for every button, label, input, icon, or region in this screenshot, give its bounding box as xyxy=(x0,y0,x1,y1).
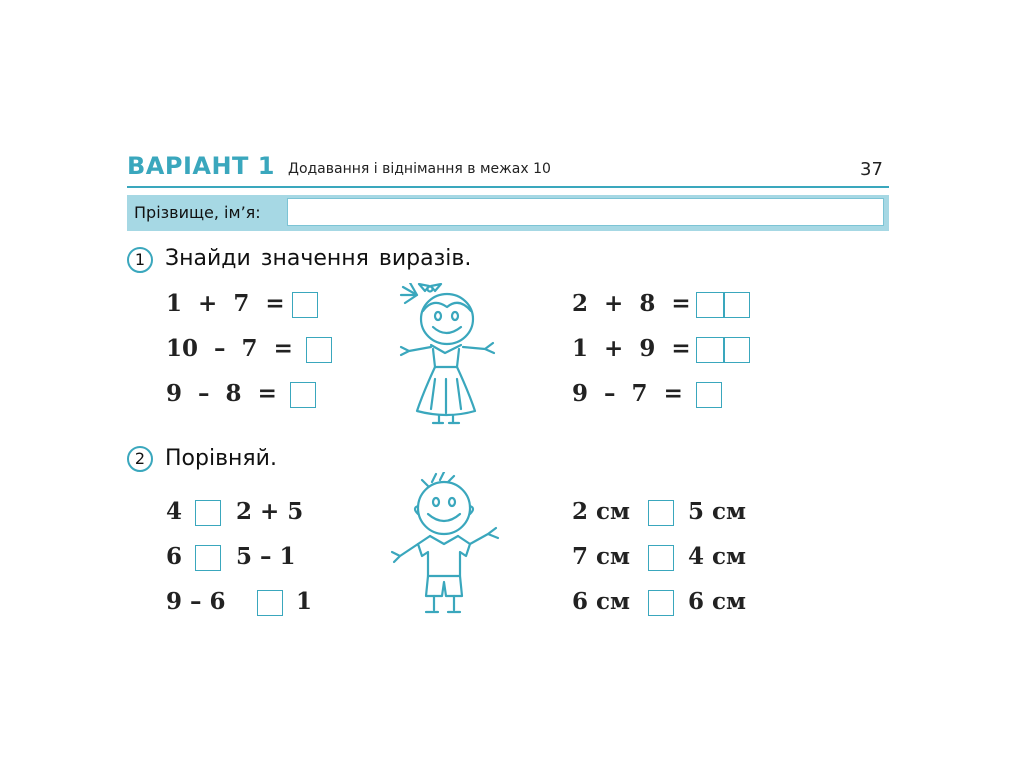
compare-box[interactable] xyxy=(257,590,283,616)
compare-2-5-lhs: 7 см xyxy=(572,543,630,570)
expr-1-6 xyxy=(572,380,683,407)
operator: – xyxy=(214,335,226,362)
compare-box[interactable] xyxy=(648,590,674,616)
operator: – xyxy=(604,380,616,407)
girl-illustration-icon xyxy=(395,283,505,428)
compare-2-1-rhs: 2 + 5 xyxy=(236,498,304,525)
operand: 9 xyxy=(639,335,656,362)
answer-box[interactable] xyxy=(306,337,332,363)
compare-2-2-rhs: 5 – 1 xyxy=(236,543,296,570)
compare-2-2-lhs: 6 xyxy=(166,543,183,570)
operand: 2 xyxy=(572,290,589,317)
answer-box[interactable] xyxy=(292,292,318,318)
answer-box[interactable] xyxy=(290,382,316,408)
operator: + xyxy=(198,290,218,317)
compare-2-3-lhs: 9 – 6 xyxy=(166,588,226,615)
operand: 8 xyxy=(639,290,656,317)
compare-2-1-lhs: 4 xyxy=(166,498,183,525)
operand: 10 xyxy=(166,335,199,362)
compare-box[interactable] xyxy=(195,545,221,571)
page-number: 37 xyxy=(860,159,883,180)
equals: = xyxy=(671,290,691,317)
operand: 7 xyxy=(241,335,258,362)
operand: 9 xyxy=(166,380,183,407)
expr-1-1 xyxy=(166,290,285,317)
equals: = xyxy=(663,380,683,407)
task-1-title: Знайди значення виразів. xyxy=(165,246,472,271)
task-2-number: 2 xyxy=(127,446,153,472)
equals: = xyxy=(273,335,293,362)
variant-heading: ВАРІАНТ 1 xyxy=(127,152,275,180)
name-input[interactable] xyxy=(287,198,884,226)
expr-1-4 xyxy=(572,290,691,317)
task-1-number: 1 xyxy=(127,247,153,273)
operand: 1 xyxy=(166,290,183,317)
equals: = xyxy=(257,380,277,407)
compare-box[interactable] xyxy=(195,500,221,526)
compare-2-4-rhs: 5 см xyxy=(688,498,746,525)
equals: = xyxy=(265,290,285,317)
operand: 7 xyxy=(631,380,648,407)
answer-box[interactable] xyxy=(696,382,722,408)
task-2-title: Порівняй. xyxy=(165,446,277,471)
header-rule xyxy=(127,186,889,188)
operator: – xyxy=(198,380,210,407)
compare-2-4-lhs: 2 см xyxy=(572,498,630,525)
operand: 7 xyxy=(233,290,250,317)
operator: + xyxy=(604,335,624,362)
expr-1-3 xyxy=(166,380,277,407)
answer-box-double[interactable] xyxy=(696,337,750,363)
boy-illustration-icon xyxy=(388,472,506,622)
compare-box[interactable] xyxy=(648,500,674,526)
expr-1-5 xyxy=(572,335,691,362)
topic-subtitle: Додавання і віднімання в межах 10 xyxy=(288,161,551,177)
compare-2-5-rhs: 4 см xyxy=(688,543,746,570)
compare-box[interactable] xyxy=(648,545,674,571)
compare-2-3-rhs: 1 xyxy=(296,588,313,615)
compare-2-6-lhs: 6 см xyxy=(572,588,630,615)
equals: = xyxy=(671,335,691,362)
expr-1-2 xyxy=(166,335,293,362)
operand: 1 xyxy=(572,335,589,362)
compare-2-6-rhs: 6 см xyxy=(688,588,746,615)
operand: 9 xyxy=(572,380,589,407)
answer-box-double[interactable] xyxy=(696,292,750,318)
operand: 8 xyxy=(225,380,242,407)
operator: + xyxy=(604,290,624,317)
name-label: Прізвище, ім’я: xyxy=(134,203,261,222)
